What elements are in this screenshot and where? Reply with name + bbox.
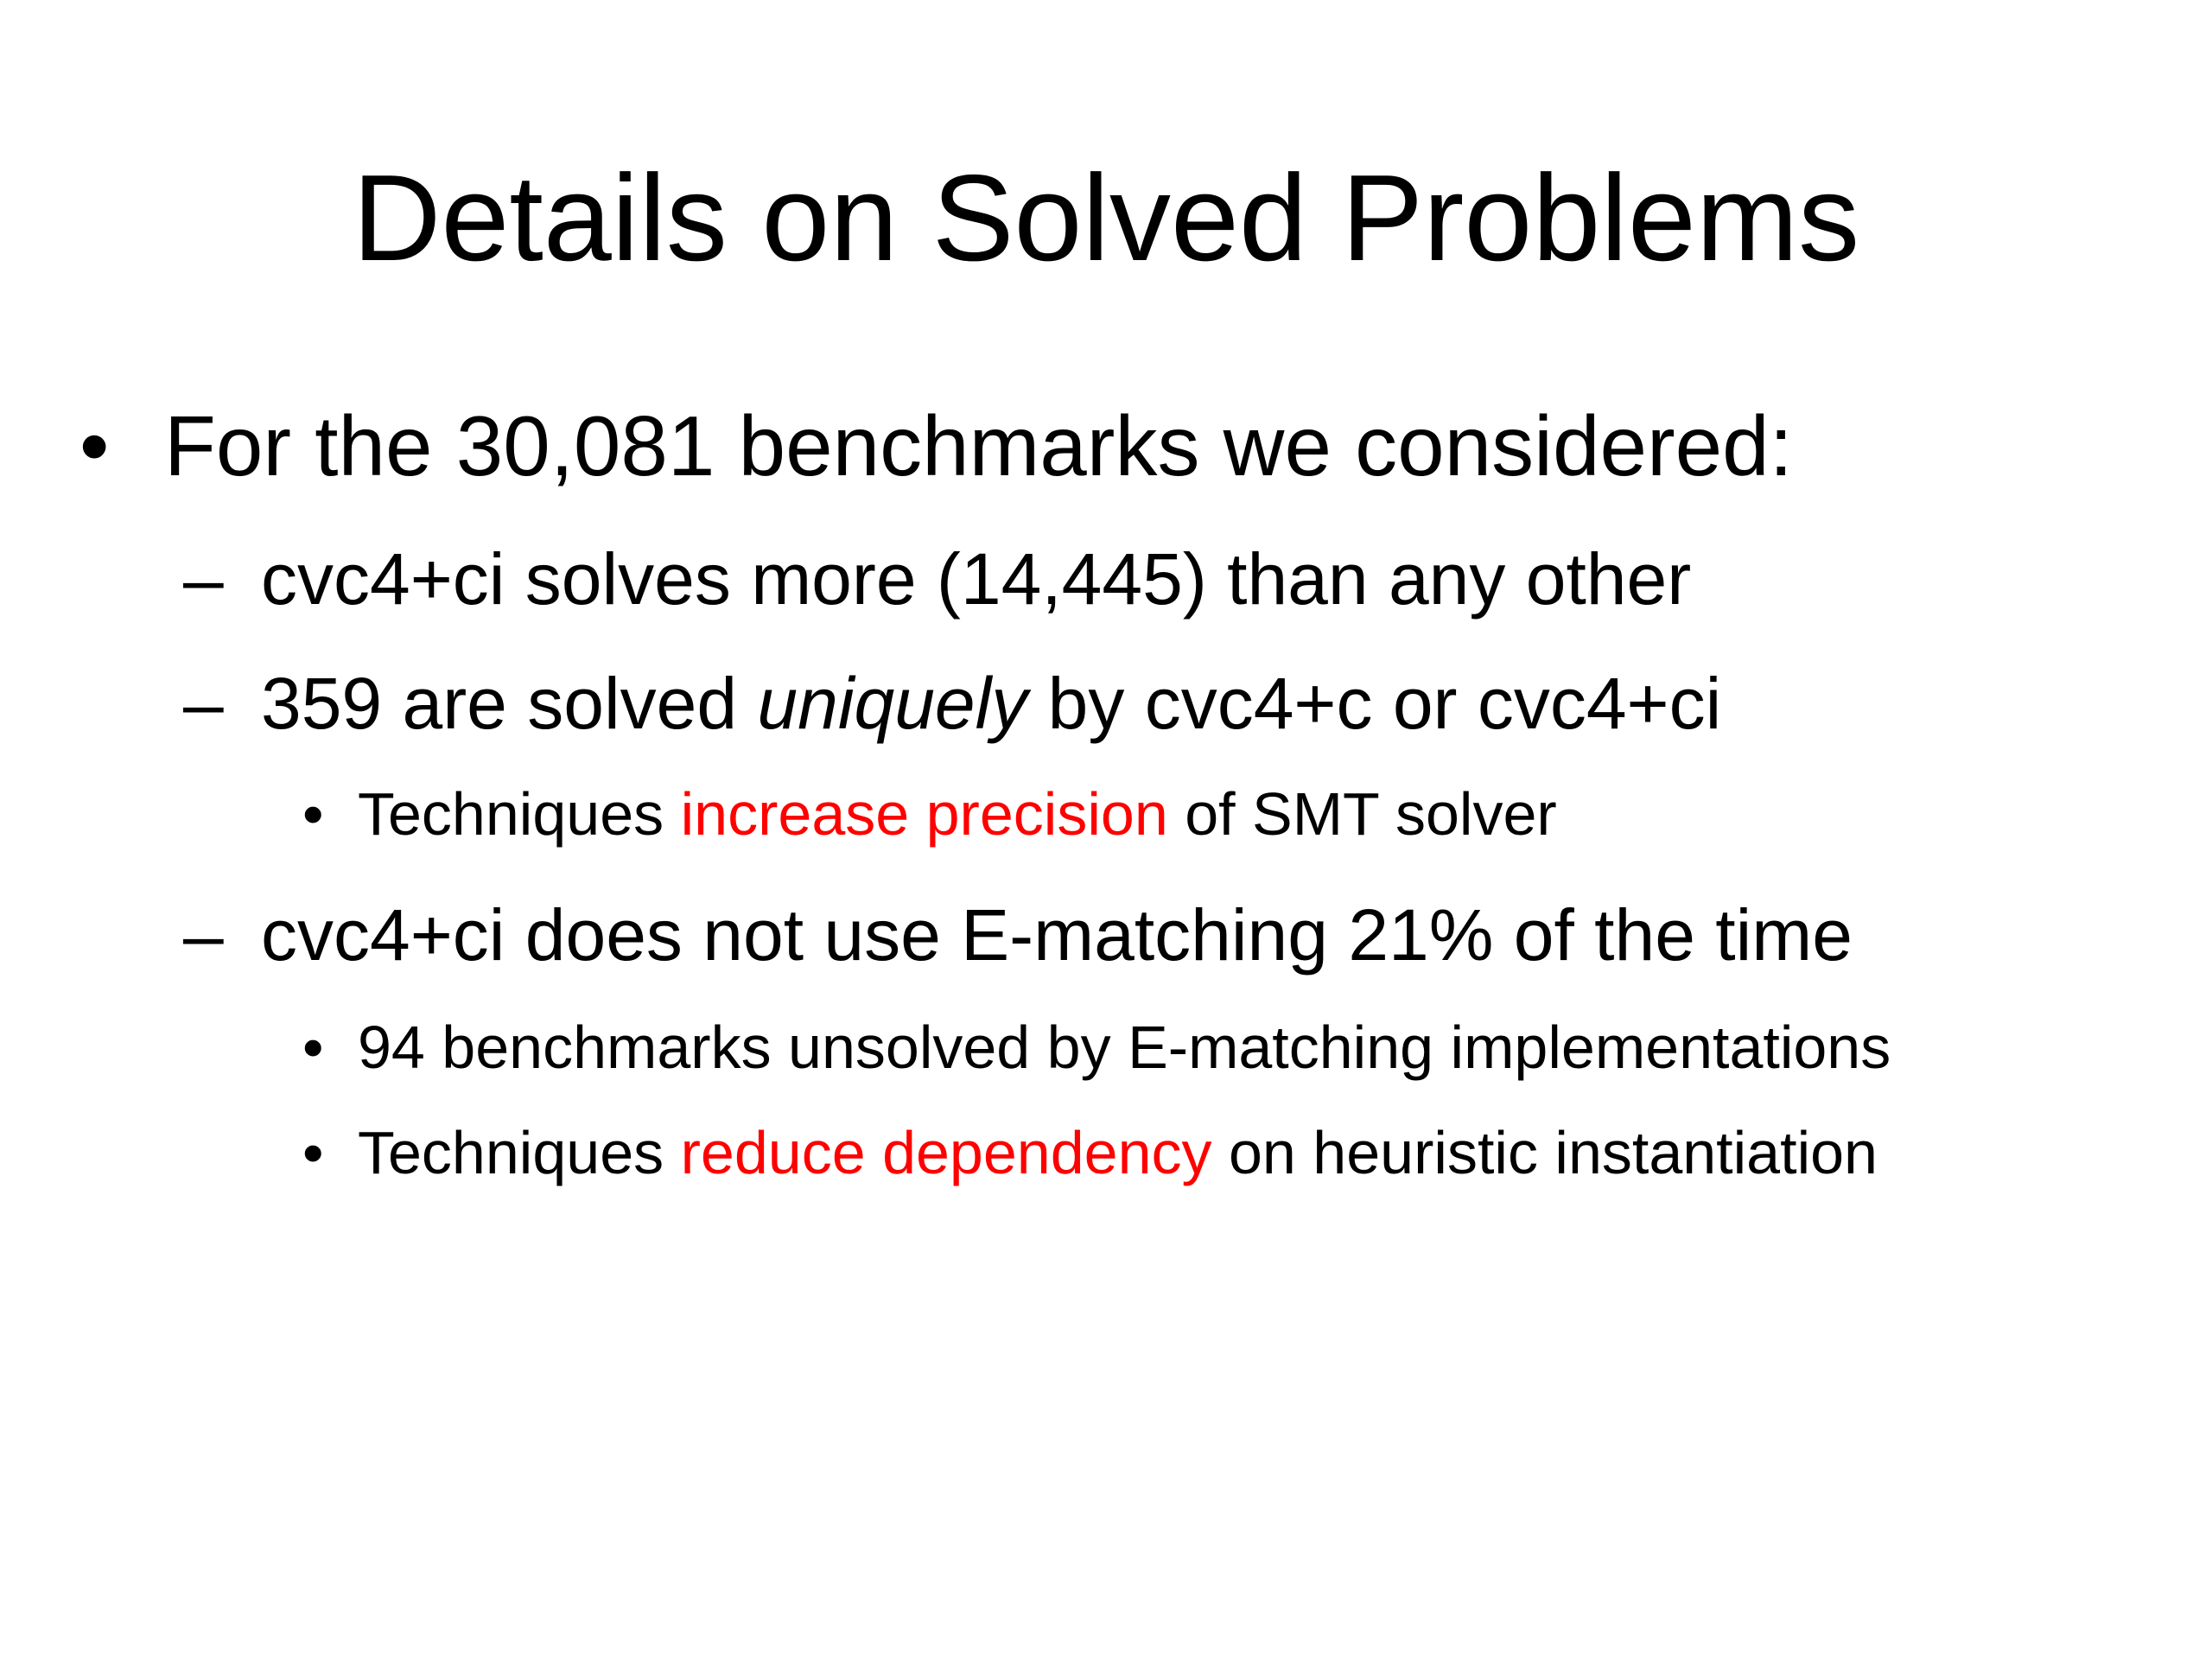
text-segment: by cvc4+c or cvc4+ci — [1027, 663, 1722, 744]
bullet-level3-text — [358, 1115, 1878, 1191]
text-segment: on heuristic instantiation — [1211, 1119, 1878, 1186]
text-segment: Techniques — [358, 1119, 681, 1186]
dash-marker: – — [183, 538, 224, 620]
slide-title: Details on Solved Problems — [352, 149, 1860, 287]
bullet-marker: • — [302, 1119, 324, 1186]
bullet-marker: • — [79, 398, 110, 493]
bullet-marker: • — [302, 1014, 324, 1081]
highlight-text: reduce dependency — [680, 1119, 1212, 1186]
emphasis-text: uniquely — [757, 663, 1028, 744]
bullet-level2-text: cvc4+ci solves more (14,445) than any other — [261, 538, 1692, 620]
highlight-text: increase precision — [680, 780, 1168, 848]
bullet-marker: • — [302, 780, 324, 848]
bullet-level1-text: For the 30,081 benchmarks we considered: — [164, 398, 1793, 493]
bullet-level2-text — [261, 658, 1721, 748]
dash-marker: – — [183, 894, 224, 976]
bullet-level2-text: cvc4+ci does not use E-matching 21% of the time — [261, 894, 1853, 976]
bullet-level3-text: 94 benchmarks unsolved by E-matching implementations — [358, 1014, 1891, 1081]
bullet-level3-text — [358, 776, 1557, 852]
dash-marker: – — [183, 663, 224, 744]
text-segment: 359 are solved — [261, 663, 758, 744]
text-segment: of SMT solver — [1167, 780, 1557, 848]
text-segment: Techniques — [358, 780, 681, 848]
